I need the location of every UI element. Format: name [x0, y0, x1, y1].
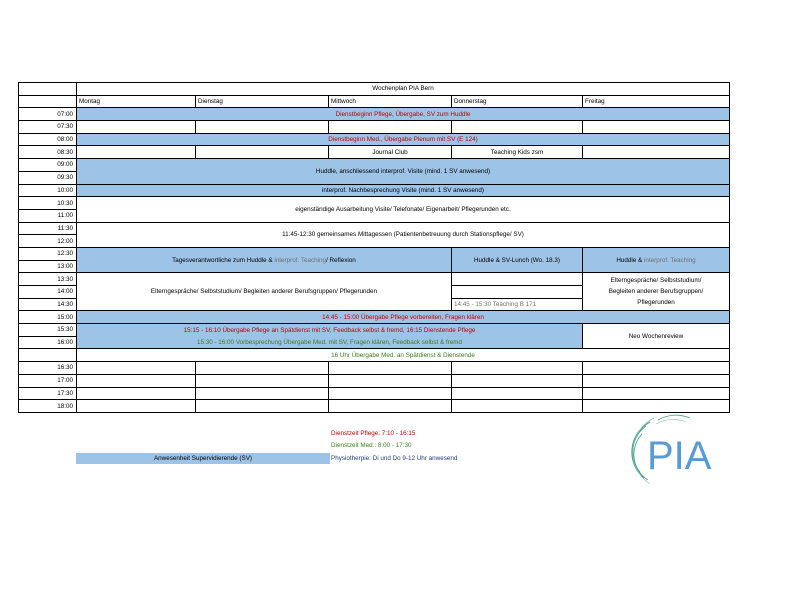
event-mittagessen: 11:45-12:30 gemeinsames Mittagessen (Patientenbetreuung durch Stationspflege/ SV): [77, 222, 730, 247]
empty-cell: [452, 121, 583, 134]
event-vorbesprechung: 15:30 - 16:00 Vorbesprechung Übergabe Med. mit SV, Fragen klären, Feedback selbst & fremd: [77, 336, 583, 349]
empty-cell: [77, 121, 196, 134]
time-label: 16:00: [19, 336, 77, 349]
event-freitag-huddle: [583, 247, 730, 272]
event-journal-club: Journal Club: [329, 146, 452, 159]
time-label: 12:30: [19, 247, 77, 260]
empty-cell: [329, 400, 452, 413]
time-label: 09:00: [19, 159, 77, 172]
event-neo-wochenreview: Neo Wochenreview: [583, 324, 730, 349]
time-label: 15:00: [19, 311, 77, 324]
event-ausarbeitung: eigenständige Ausarbeitung Visite/ Telefonate/ Eigenarbeit/ Pflegerunden etc.: [77, 197, 730, 222]
time-label: 08:00: [19, 133, 77, 146]
empty-cell: [196, 362, 329, 375]
empty-cell: [329, 387, 452, 400]
freitag-eltern-line-1: Elterngespräche/ Selbststudium/: [610, 277, 702, 285]
empty-cell: [196, 121, 329, 134]
event-teaching-b171: 14:45 - 15:30 Teaching B 171: [452, 298, 583, 311]
empty-cell: [19, 349, 77, 362]
empty-cell: [583, 400, 730, 413]
time-label: 11:00: [19, 209, 77, 222]
empty-cell: [77, 146, 196, 159]
empty-cell: [77, 387, 196, 400]
event-teaching-kids: Teaching Kids zsm: [452, 146, 583, 159]
tagesverantwortliche-text: Tagesverantwortliche zum Huddle &: [172, 256, 275, 264]
day-header-monday: Montag: [77, 95, 196, 108]
day-header-thursday: Donnerstag: [452, 95, 583, 108]
huddle-text: Huddle &: [616, 256, 644, 264]
event-freitag-elterngespraeche: [583, 273, 730, 311]
event-nachbesprechung: interprof. Nachbesprechung Visite (mind. 1 SV anwesend): [77, 184, 730, 197]
legend-dienstzeit-med: Dienstzeit Med.: 8:00 - 17:30: [331, 442, 412, 449]
time-label: 13:30: [19, 273, 77, 286]
time-label: 10:00: [19, 184, 77, 197]
event-huddle-visite: Huddle, anschliessend interprof. Visite (mind. 1 SV anwesend): [77, 159, 730, 184]
time-label: 16:30: [19, 362, 77, 375]
corner-cell: [19, 83, 77, 96]
reflexion-text: / Reflexion: [326, 256, 356, 264]
empty-cell: [452, 273, 583, 286]
event-elterngespraeche: Elterngespräche/ Selbststudium/ Begleiten anderer Berufsgruppen/ Pflegerunden: [77, 273, 452, 311]
day-header-tuesday: Dienstag: [196, 95, 329, 108]
pia-logo-text: PIA: [647, 434, 712, 478]
time-label: 10:30: [19, 197, 77, 210]
pia-logo: [630, 414, 726, 490]
empty-cell: [329, 121, 452, 134]
empty-cell: [583, 362, 730, 375]
time-label: 08:30: [19, 146, 77, 159]
time-label: 14:00: [19, 286, 77, 299]
event-uebergabe-med: 16 Uhr Übergabe Med. an Spätdienst & Dienstende: [77, 349, 730, 362]
event-tagesverantwortliche: [77, 247, 452, 272]
teaching-text: interprof. Teaching: [274, 256, 327, 264]
event-dienstbeginn-med: Dienstbeginn Med., Übergabe Plenum mit SV (E 124): [77, 133, 730, 146]
empty-cell: [583, 387, 730, 400]
empty-cell: [583, 121, 730, 134]
empty-cell: [77, 374, 196, 387]
empty-cell: [583, 146, 730, 159]
time-label: 12:00: [19, 235, 77, 248]
empty-cell: [452, 286, 583, 299]
legend-physiotherapie: Physiotherpie: Di und Do 9-12 Uhr anwesend: [331, 455, 458, 462]
empty-cell: [583, 374, 730, 387]
empty-cell: [452, 387, 583, 400]
empty-cell: [77, 362, 196, 375]
teaching-text: interprof. Teaching: [643, 256, 696, 264]
empty-cell: [452, 362, 583, 375]
legend-supervisor-box: Anwesenheit Supervidierende (SV): [76, 453, 330, 464]
time-label: 17:30: [19, 387, 77, 400]
time-label: 07:30: [19, 121, 77, 134]
event-dienstbeginn-pflege: Dienstbeginn Pflege, Übergabe, SV zum Huddle: [77, 108, 730, 121]
freitag-eltern-line-2: Begleiten anderer Berufsgruppen/: [608, 288, 704, 296]
empty-cell: [329, 362, 452, 375]
time-label: 14:30: [19, 298, 77, 311]
time-label: 15:30: [19, 324, 77, 337]
empty-cell: [196, 146, 329, 159]
empty-cell: [452, 400, 583, 413]
time-label: 17:00: [19, 374, 77, 387]
empty-cell: [329, 374, 452, 387]
event-huddle-lunch: Huddle & SV-Lunch (Wo. 18.3): [452, 247, 583, 272]
time-label: 13:00: [19, 260, 77, 273]
time-label: 11:30: [19, 222, 77, 235]
empty-cell: [196, 387, 329, 400]
time-label: 07:00: [19, 108, 77, 121]
empty-cell: [196, 374, 329, 387]
pia-logo-graphic: [630, 414, 726, 490]
empty-cell: [452, 374, 583, 387]
event-uebergabe-spaetdienst: 15:15 - 16:10 Übergabe Pflege an Spätdienst mit SV, Feedback selbst & fremd, 16:15 Dienstende Pflege: [77, 324, 583, 337]
time-label: 18:00: [19, 400, 77, 413]
schedule-title: Wochenplan PIA Bern: [77, 83, 730, 96]
weekly-schedule-table: [18, 82, 730, 413]
freitag-eltern-line-3: Pflegerunden: [637, 299, 675, 307]
event-uebergabe-vorbereiten: 14:45 - 15:00 Übergabe Pflege vorbereiten, Fragen klären: [77, 311, 730, 324]
day-header-friday: Freitag: [583, 95, 730, 108]
empty-cell: [196, 400, 329, 413]
day-header-wednesday: Mittwoch: [329, 95, 452, 108]
corner-cell: [19, 95, 77, 108]
legend-dienstzeit-pflege: Dienstzeit Pflege: 7:10 - 16:15: [331, 430, 416, 437]
time-label: 09:30: [19, 171, 77, 184]
empty-cell: [77, 400, 196, 413]
